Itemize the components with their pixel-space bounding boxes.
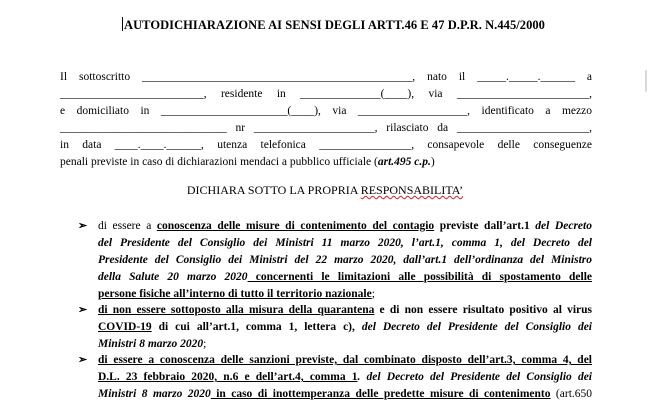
bullet-1-line-2: [98, 235, 592, 251]
b1-line-4-italic: della Salute 20 marzo 2020: [98, 271, 248, 283]
bullet-2-line-2: [98, 319, 592, 335]
document-title: [122, 17, 545, 33]
bullet-3-line-1: [98, 352, 592, 368]
b3-law: D.L. 23 febbraio 2020, n.6 e dell’art.4, comma 1: [98, 371, 358, 383]
b1-underlined: conoscenza delle misure di contenimento del contagio: [156, 220, 435, 232]
b2-decree: del Decreto del Presidente del Consiglio dei: [361, 321, 592, 333]
bullet-arrow-icon: ➢: [78, 354, 88, 366]
form-line-2: _________________________, residente in ______________(____), via _______________________,: [60, 88, 592, 100]
title-text: AUTODICHIARAZIONE AI SENSI DEGLI ARTT.46 E 47 D.P.R. N.445/2000: [124, 18, 545, 32]
bullet-1-line-5: [98, 286, 592, 302]
form-line-5: in data ____.____.______, utenza telefonica ________________, consapevole delle conseguenze: [60, 139, 592, 151]
b2-covid: COVID-19: [98, 321, 152, 333]
b1-line-3-text: Presidente del Consiglio dei Ministri del 22 marzo 2020, dall’art.1 dell’ordinanza del Ministro: [98, 254, 592, 266]
heading-prefix: DICHIARA SOTTO LA PROPRIA: [186, 183, 361, 197]
bullet-1-line-4: [98, 269, 592, 285]
bullet-2-line-3: [98, 336, 592, 352]
form-line-4: _____________________________ nr _____________________, rilasciato da _______________________,: [60, 122, 592, 134]
bullet-arrow-icon: ➢: [78, 304, 88, 316]
bullet-2-line-1: [98, 302, 592, 318]
b2-underlined: di non essere sottoposto alla misura della quarantena: [98, 304, 375, 316]
b2-article: di cui all’art.1, comma 1, lettera c),: [151, 321, 362, 333]
bullet-3-line-2: [98, 369, 592, 385]
b3-line-1-text: di essere a conoscenza delle sanzioni previste, dal combinato disposto dell’art.3, comma 4, del: [98, 354, 592, 366]
form-line-6: [60, 154, 592, 170]
section-heading: [0, 183, 650, 198]
b2-bold: e di non essere risultato positivo al virus: [374, 304, 592, 316]
b3-decree: . del Decreto del Presidente del Consiglio dei: [357, 371, 593, 383]
heading-word-flagged: RESPONSABILITA’: [360, 183, 464, 197]
b3-underlined: in caso di inottemperanza delle predette misure di contenimento: [210, 388, 551, 400]
b1-text: di essere a: [98, 220, 157, 232]
b1-line-5-end: ;: [371, 288, 375, 300]
bullet-3-line-3: [98, 386, 592, 402]
form-line-3: e domiciliato in ______________________(____), via ___________________, identificato a mezzo: [60, 105, 592, 117]
b1-line-2-text: del Presidente del Consiglio dei Ministri 11 marzo 2020, l’art.1, comma 1, del Decreto del: [98, 237, 592, 249]
b1-line-4-underlined: concernenti le limitazioni alle possibilità di spostamento delle: [247, 271, 592, 283]
legal-reference: art.495 c.p.: [377, 156, 431, 168]
text-cursor: [122, 17, 123, 31]
form-line-6-end: ): [430, 156, 435, 168]
b3-date: Ministri 8 marzo 2020: [98, 388, 211, 400]
b2-end: ;: [203, 338, 207, 350]
b3-end: (art.650: [550, 388, 593, 400]
b2-date: Ministri 8 marzo 2020: [98, 338, 204, 350]
b1-italic: del Decreto: [529, 220, 592, 232]
b1-bold: previste dall’art.1: [434, 220, 530, 232]
bullet-1-line-1: [98, 218, 592, 234]
scrollbar-thumb[interactable]: [645, 70, 647, 92]
bullet-1-line-3: [98, 252, 592, 268]
form-line-1: Il sottoscritto _______________________________________________, nato il _____._____.______ a: [60, 71, 592, 83]
bullet-arrow-icon: ➢: [78, 220, 88, 232]
form-line-6-text: penali previste in caso di dichiarazioni mendaci a pubblico ufficiale (: [60, 156, 378, 168]
b1-line-5-underlined: persone fisiche all’interno di tutto il territorio nazionale: [98, 288, 372, 300]
